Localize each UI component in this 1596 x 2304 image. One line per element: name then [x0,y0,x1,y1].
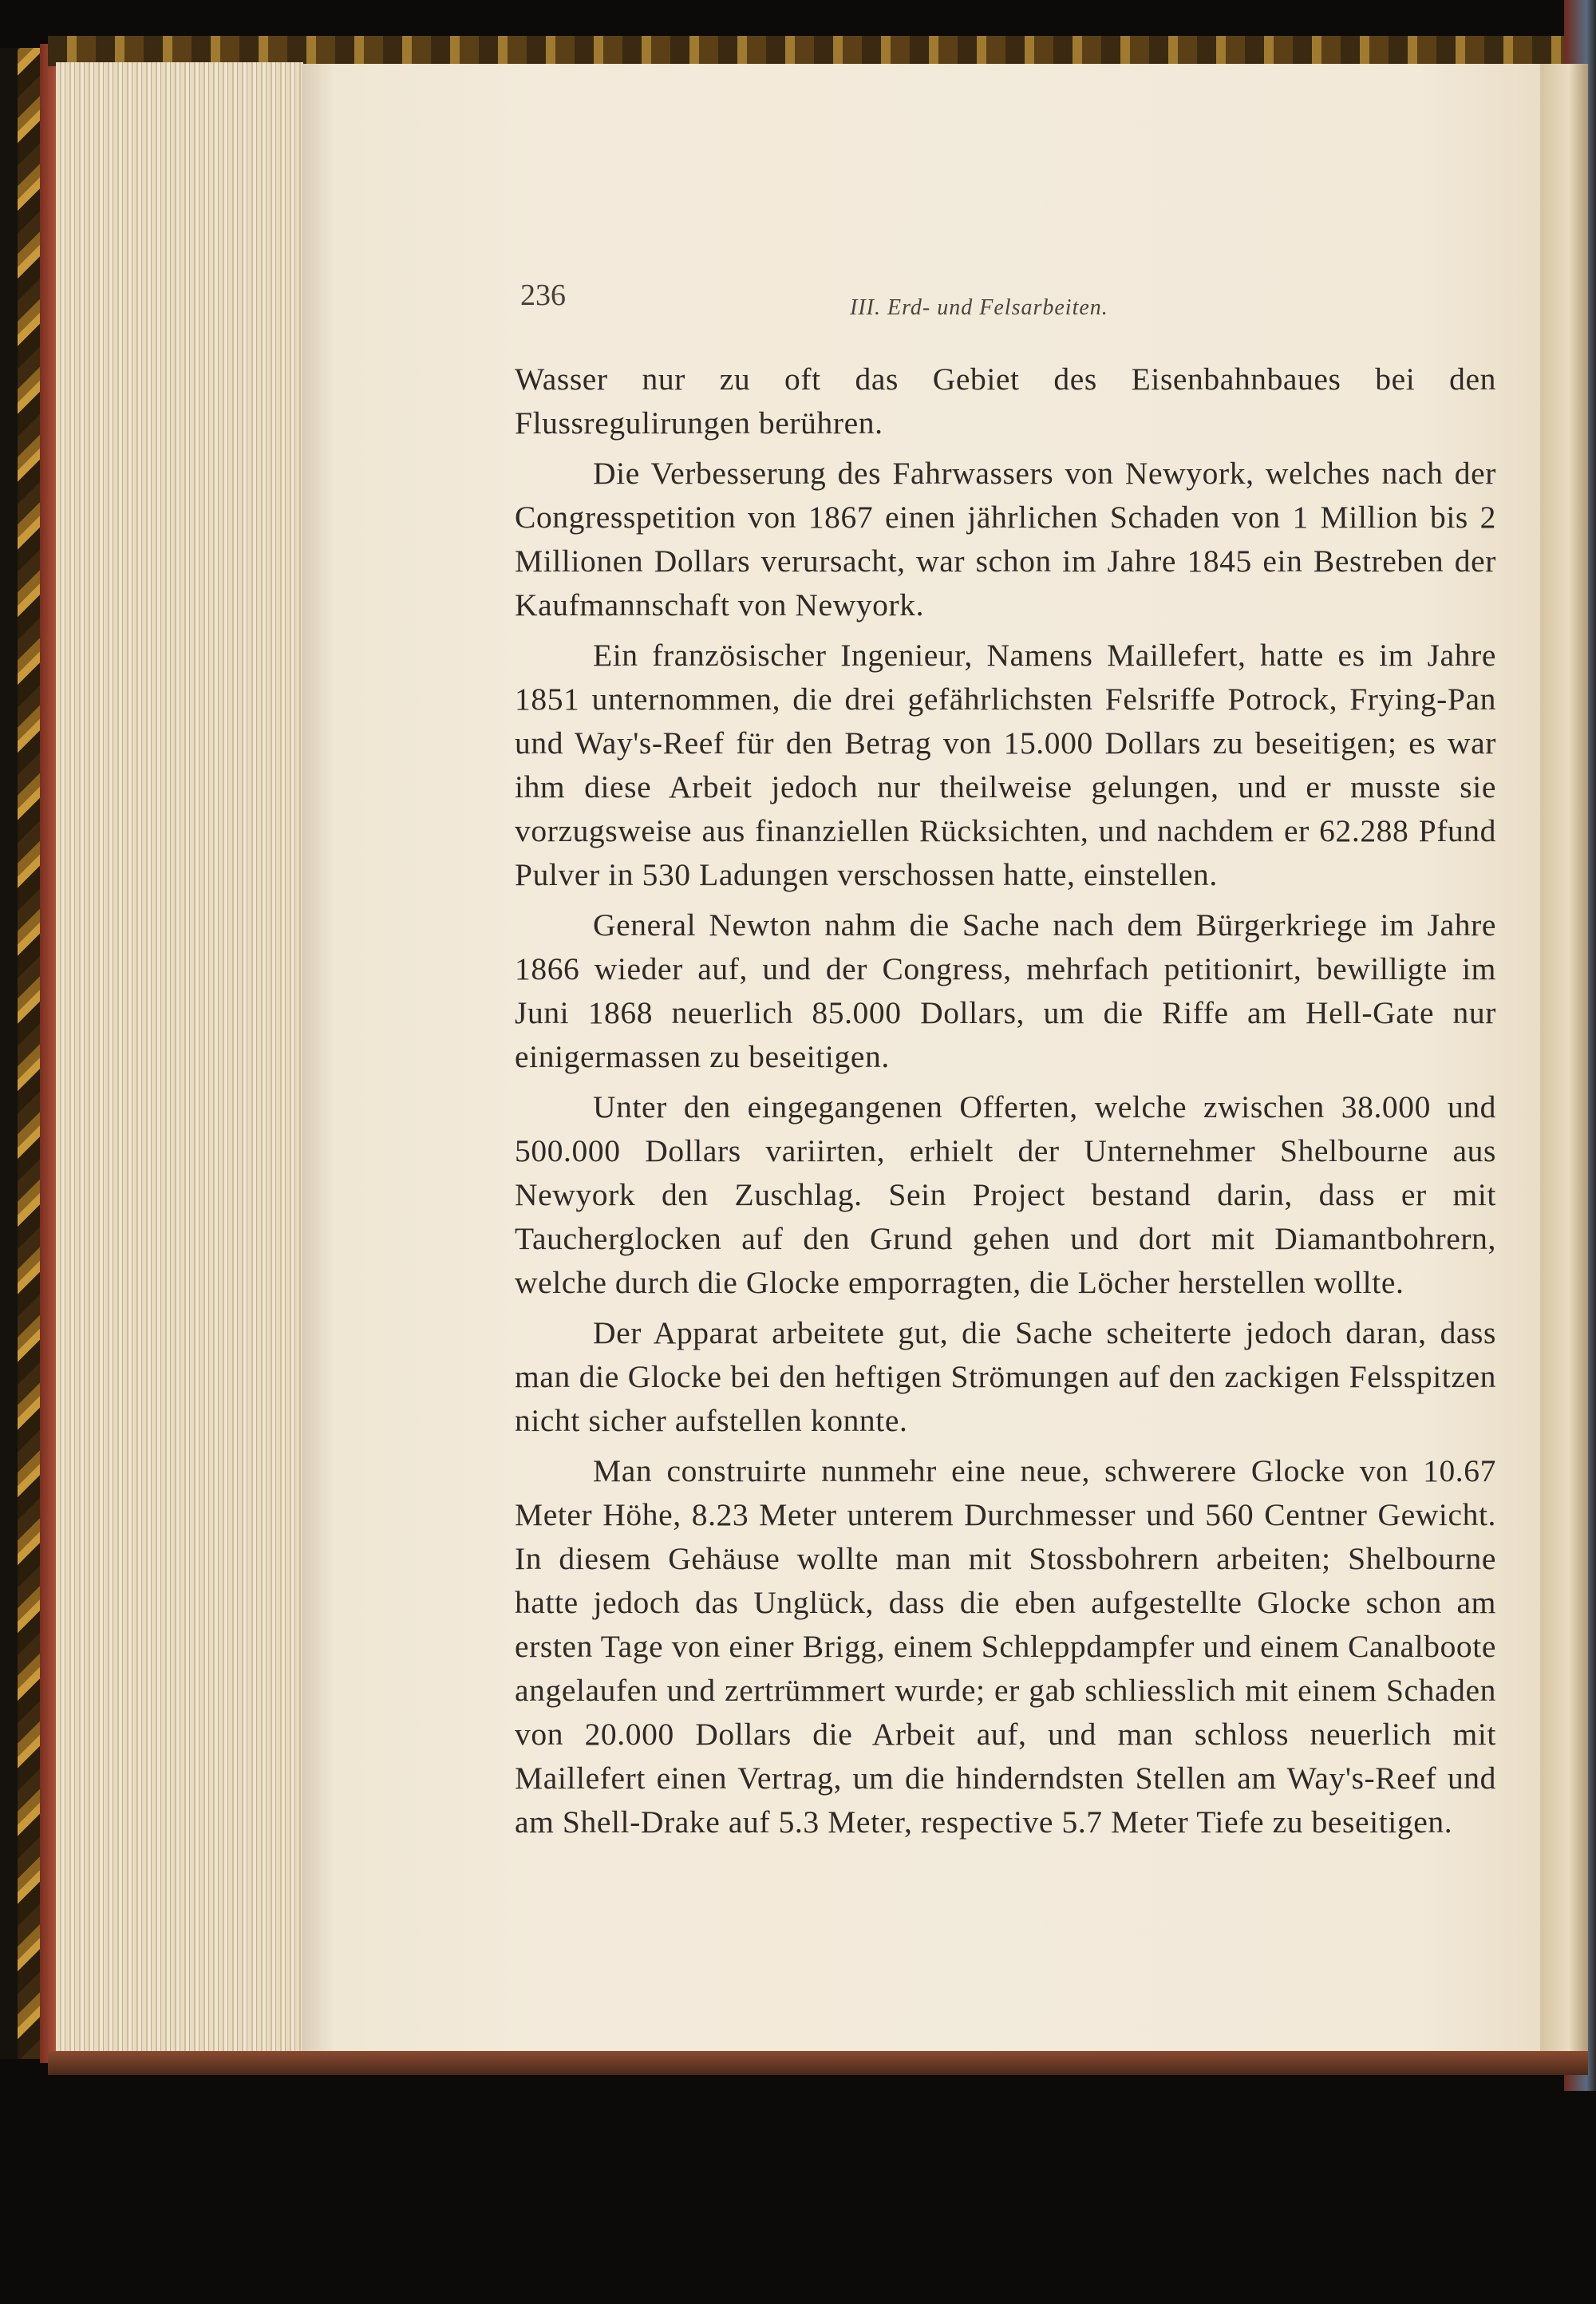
paragraph: General Newton nahm die Sache nach dem Bürgerkriege im Jahre 1866 wieder auf, und der Congress, mehrfach petitionirt, bewilligte im Juni 1868 neuerlich 85.000 Dollars, um die Riffe am Hell-Gate nur einigermassen zu beseitigen. [515,907,1496,1074]
paragraph: Wasser nur zu oft das Gebiet des Eisenbahnbaues bei den Flussregulirungen berühren. [515,362,1496,441]
paragraph: Ein französischer Ingenieur, Namens Maillefert, hatte es im Jahre 1851 unternommen, die drei gefährlichsten Felsriffe Potrock, Frying-Pan und Way's-Reef für den Betrag von 15.000 Dollars zu beseitigen; es war ihm diese Arbeit jedoch nur theilweise gelungen, und er musste sie vorzugsweise aus finanziellen Rücksichten, und nachdem er 62.288 Pfund Pulver in 530 Ladungen verschossen hatte, einstellen. [515,638,1496,892]
paragraph: Unter den eingegangenen Offerten, welche zwischen 38.000 und 500.000 Dollars variirten, erhielt der Unternehmer Shelbourne aus Newyork den Zuschlag. Sein Project bestand darin, dass er mit Taucherglocken auf den Grund gehen und dort mit Diamantbohrern, welche durch die Glocke emporragten, die Löcher herstellen wollte. [515,1089,1496,1300]
cover-shadow [0,48,18,2059]
paragraph: Die Verbesserung des Fahrwassers von Newyork, welches nach der Congresspetition von 1867 einen jährlichen Schaden von 1 Million bis 2 Millionen Dollars verursacht, war schon im Jahre 1845 ein Bestreben der Kaufmannschaft von Newyork. [515,456,1496,622]
page-body [515,358,1496,1851]
running-head: III. Erd- und Felsarbeiten. [850,295,1108,320]
paragraph: Der Apparat arbeitete gut, die Sache scheiterte jedoch daran, dass man die Glocke bei den heftigen Strömungen auf den zackigen Felsspitzen nicht sicher aufstellen konnte. [515,1315,1496,1438]
page-right-edge [1540,64,1588,2051]
book-bottom [48,2051,1588,2075]
page-number: 236 [520,279,566,312]
stacked-page-edges [56,62,303,2053]
paragraph: Man construirte nunmehr eine neue, schwerere Glocke von 10.67 Meter Höhe, 8.23 Meter unterem Durchmesser und 560 Centner Gewicht. In diesem Gehäuse wollte man mit Stossbohrern arbeiten; Shelbourne hatte jedoch das Unglück, dass die eben aufgestellte Glocke schon am ersten Tage von einer Brigg, einem Schleppdampfer und einem Canalboote angelaufen und zertrümmert wurde; er gab schliesslich mit einem Schaden von 20.000 Dollars die Arbeit auf, und man schloss neuerlich mit Maillefert einen Vertrag, um die hinderndsten Stellen am Way's-Reef und am Shell-Drake auf 5.3 Meter, respective 5.7 Meter Tiefe zu beseitigen. [515,1453,1496,1840]
